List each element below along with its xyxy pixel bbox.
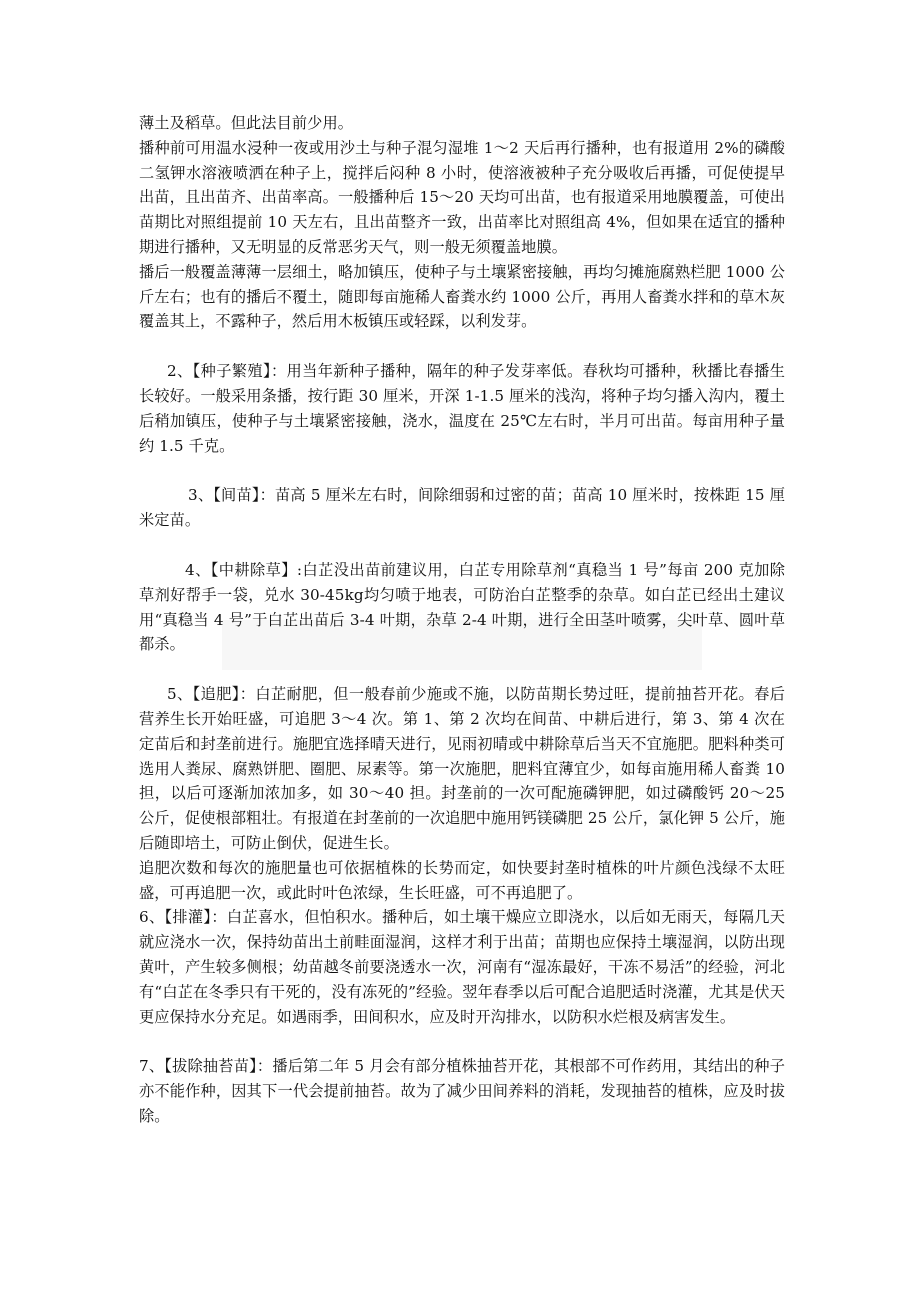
paragraph-irrigation: 6、【排灌】：白芷喜水，但怕积水。播种后，如土壤干燥应立即浇水，以后如无雨天，每隔几天就应浇水一次，保持幼苗出土前畦面湿润，这样才利于出苗；苗期也应保持土壤湿润，以防出现黄叶，产生较多侧根；幼苗越冬前要浇透水一次，河南有“湿冻最好，干冻不易活”的经验，河北有“白芷在冬季只有干死的，没有冻死的”经验。翌年春季以后可配合追肥适时浇灌，尤其是伏天更应保持水分充足。如遇雨季，田间积水，应及时开沟排水，以防积水烂根及病害发生。 (139, 908, 785, 1026)
paragraph-fertilizing: 5、【追肥】：白芷耐肥，但一般春前少施或不施，以防苗期长势过旺，提前抽苔开花。春后营养生长开始旺盛，可追肥 3～4 次。第 1、第 2 次均在间苗、中耕后进行，第 3、第 4 次在定苗后和封垄前进行。施肥宜选择晴天进行，见雨初晴或中耕除草后当天不宜施肥。肥料种类可选用人粪尿、腐熟饼肥、圈肥、尿素等。第一次施肥，肥料宜薄宜少，如每亩施用稀人畜粪 10 担，以后可逐渐加浓加多，如 30～40 担。封垄前的一次可配施磷钾肥，如过磷酸钙 20～25 公斤，促使根部粗壮。有报道在封垄前的一次追肥中施用钙镁磷肥 25 公斤，氯化钾 5 公斤，施后随即培土，可防止倒伏，促进生长。 (139, 685, 785, 852)
paragraph-thinning: 3、【间苗】：苗高 5 厘米左右时，间除细弱和过密的苗；苗高 10 厘米时，按株距 15 厘米定苗。 (139, 486, 785, 530)
paragraph-gap (139, 533, 785, 558)
paragraph-sowing-cover-end: 薄土及稻草。但此法目前少用。 (139, 114, 354, 132)
paragraph-covering-soil: 播后一般覆盖薄薄一层细土，略加镇压，使种子与土壤紧密接触，再均匀摊施腐熟栏肥 1000 公斤左右；也有的播后不覆土，随即每亩施稀人畜粪水约 1000 公斤，再用人畜粪水拌和的草木灰覆盖其上，不露种子，然后用木板镇压或轻踩，以利发芽。 (139, 262, 785, 331)
paragraph-seed-soaking: 播种前可用温水浸种一夜或用沙土与种子混匀湿堆 1～2 天后再行播种，也有报道用 2%的磷酸二氢钾水溶液喷洒在种子上，搅拌后闷种 8 小时，使溶液被种子充分吸收后再播，可促使提早出苗，且出苗齐、出苗率高。一般播种后 15～20 天均可出苗，也有报道采用地膜覆盖，可使出苗期比对照组提前 10 天左右，且出苗整齐一致，出苗率比对照组高 4%，但如果在适宜的播种期进行播种，又无明显的反常恶劣天气，则一般无须覆盖地膜。 (139, 138, 785, 256)
paragraph-bolting-removal: 7、【拔除抽苔苗】：播后第二年 5 月会有部分植株抽苔开花，其根部不可作药用，其结出的种子亦不能作种，因其下一代会提前抽苔。故为了减少田间养料的消耗，发现抽苔的植株，应及时拔除。 (139, 1057, 785, 1125)
paragraph-weeding: 4、【中耕除草】:白芷没出苗前建议用，白芷专用除草剂“真稳当 1 号”每亩 200 克加除草剂好帮手一袋，兑水 30-45kg均匀喷于地表，可防治白芷整季的杂草。如白芷已经出土建议用“真稳当 4 号”于白芷出苗后 3-4 叶期，杂草 2-4 叶期，进行全田茎叶喷雾，尖叶草、圆叶草都杀。 (139, 560, 785, 654)
paragraph-gap (139, 657, 785, 682)
paragraph-gap (139, 458, 785, 483)
paragraph-seed-propagation: 2、【种子繁殖】：用当年新种子播种，隔年的种子发芽率低。春秋均可播种，秋播比春播生长较好。一般采用条播，按行距 30 厘米，开深 1-1.5 厘米的浅沟，将种子均匀播入沟内，覆土后稍加镇压，使种子与土壤紧密接触，浇水，温度在 25℃左右时，半月可出苗。每亩用种子量约 1.5 千克。 (139, 362, 785, 455)
paragraph-fertilizing-amount: 追肥次数和每次的施肥量也可依据植株的长势而定，如快要封垄时植株的叶片颜色浅绿不太旺盛，可再追肥一次，或此时叶色浓绿，生长旺盛，可不再追肥了。 (139, 858, 785, 902)
paragraph-gap (139, 1029, 785, 1054)
paragraph-gap (139, 334, 785, 359)
document-body (139, 111, 785, 1129)
